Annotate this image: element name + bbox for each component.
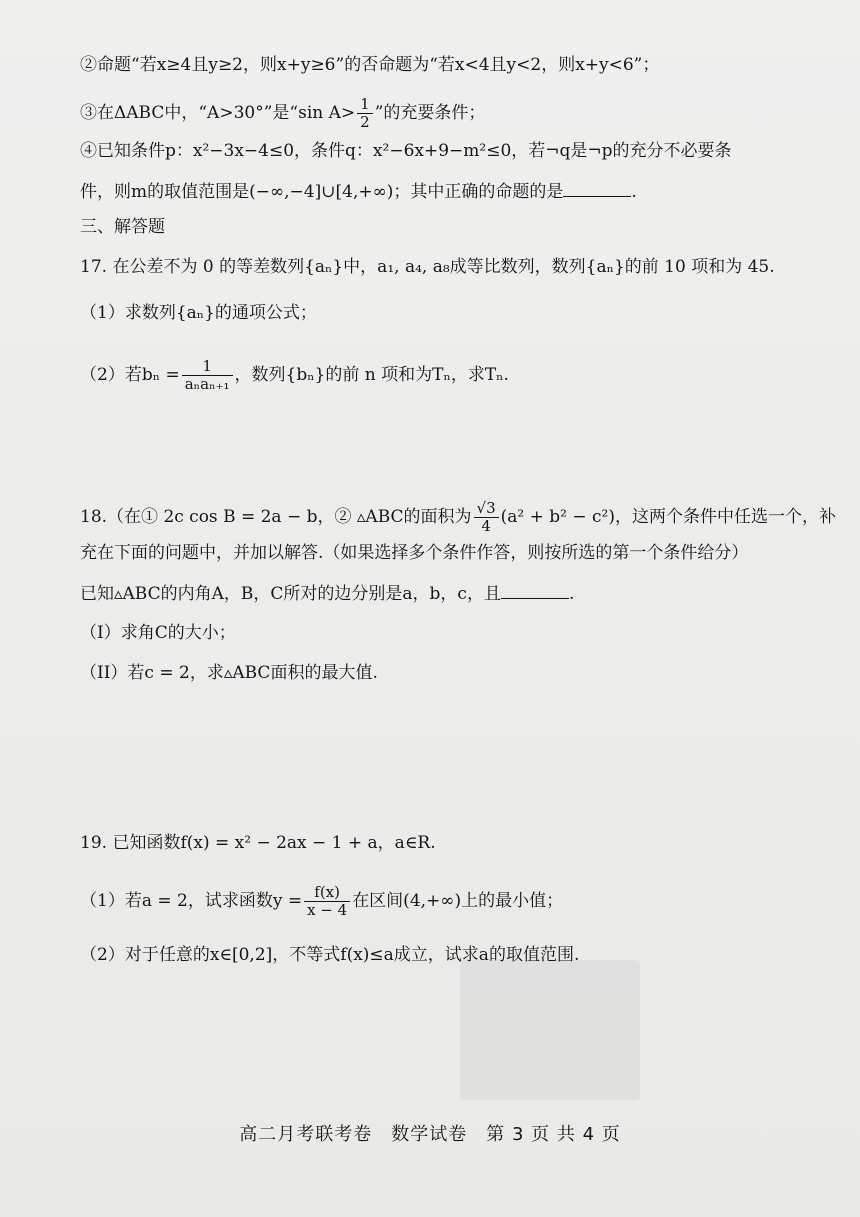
fraction-sqrt3-over-4: $\frac{√3}{4}$ [474,500,499,535]
page-footer: 高二月考联考卷 数学试卷 第 3 页 共 4 页 [239,1124,621,1145]
problem17-part2: （2）若bₙ = $\frac{1}{\text{aₙaₙ₊₁}}$ ，数列{bₙ}的前 n 项和为Tₙ，求Tₙ. [80,357,509,393]
problem18-line1: 18.（在① 2c cos B = 2a − b，② ▵ABC的面积为 $\frac{√3}{4}$ (a² + b² − c²)，这两个条件中任选一个，补 [80,499,836,535]
problem18-part1: （I）求角C的大小； [80,623,236,643]
section-title: 三、解答题 [80,217,165,237]
fraction-one-half: $\frac{1}{2}$ [357,96,373,131]
problem17-stem: 17. 在公差不为 0 的等差数列{aₙ}中，a₁, a₄, a₈成等比数列，数列{aₙ}的前 10 项和为 45. [80,257,775,277]
problem16-item4-line2: 件，则m的取值范围是(−∞,−4]∪[4,+∞)；其中正确的命题的是 . [80,178,820,205]
bleed-through-smudge [460,960,640,1100]
problem18-line3: 已知▵ABC的内角A，B，C所对的边分别是a，b，c，且 . [80,580,820,607]
problem18-line2: 充在下面的问题中，并加以解答.（如果选择多个条件作答，则按所选的第一个条件给分） [80,543,749,563]
problem19-part1: （1）若a = 2，试求函数y = $\frac{f(x)}{x - 4}$ 在区间(4,+∞)上的最小值； [80,883,564,919]
problem16-item2: ②命题“若x≥4且y≥2，则x+y≥6”的否命题为“若x<4且y<2，则x+y<6”； [80,55,660,75]
problem16-item3: ③在ΔABC中，“A>30°”是“sin A> $\frac{1}{2}$ ”的充要条件； [80,95,486,131]
condition-blank [501,580,569,599]
problem19-stem: 19. 已知函数f(x) = x² − 2ax − 1 + a，a∈R. [80,833,436,853]
fraction-fx-over-x-minus-4: $\frac{f(x)}{x - 4}$ [304,884,350,919]
problem16-item4-line1: ④已知条件p：x²−3x−4≤0，条件q：x²−6x+9−m²≤0，若¬q是¬p的充分不必要条 [80,141,732,161]
problem17-part1: （1）求数列{aₙ}的通项公式； [80,303,317,323]
answer-blank [563,178,631,197]
problem18-part2: （II）若c = 2，求▵ABC面积的最大值. [80,663,378,683]
fraction-bn: $\frac{1}{\text{aₙaₙ₊₁}}$ [182,358,233,393]
problem19-part2: （2）对于任意的x∈[0,2]，不等式f(x)≤a成立，试求a的取值范围. [80,945,580,965]
